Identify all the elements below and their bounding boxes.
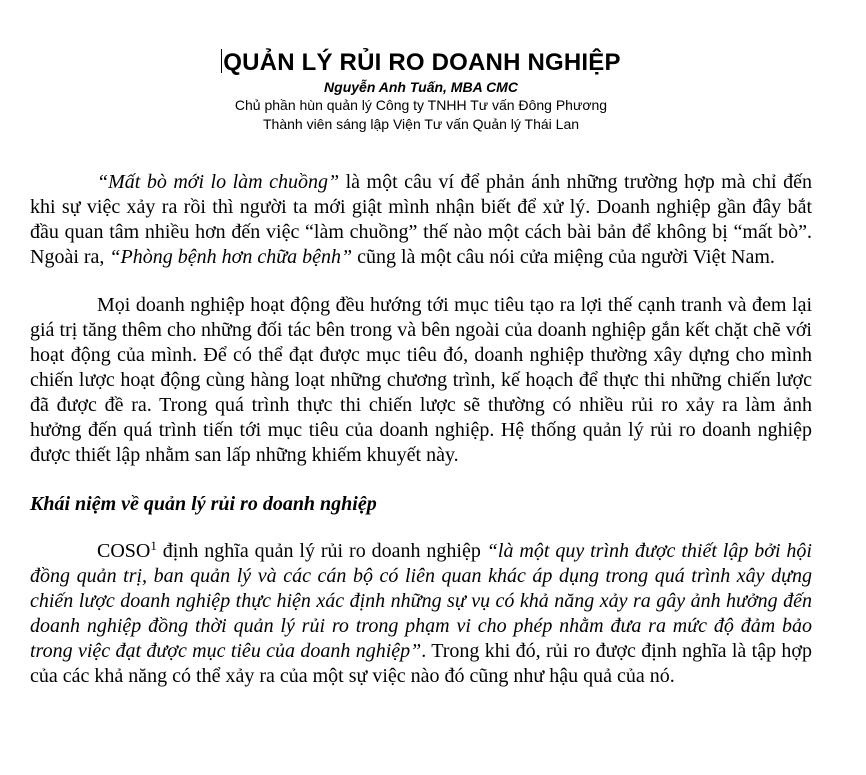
- definition-text-2: . Trong khi đó, rủi ro được định nghĩa là tập hợp của các khả năng có thể xảy ra của một sự việc nào đó cũng như hậu quả của nó.: [30, 640, 812, 687]
- definition-quote: “là một quy trình được thiết lập bởi hội đồng quản trị, ban quản lý và các cán bộ có liên quan khác áp dụng trong quá trình xây dựng chiến lược doanh nghiệp thực hiện xác định những sự vụ có khả năng xảy ra gây ảnh hưởng đến doanh nghiệp đồng thời quản lý rủi ro trong phạm vi cho phép nhằm đưa ra mức độ đảm bảo trong việc đạt được mục tiêu của doanh nghiệp”: [30, 540, 812, 662]
- definition-text-1: định nghĩa quản lý rủi ro doanh nghiệp: [156, 540, 487, 562]
- paragraph-definition: [30, 539, 812, 689]
- document-title: [30, 48, 812, 78]
- section-heading: Khái niệm về quản lý rủi ro doanh nghiệp: [30, 493, 377, 515]
- affiliation-line-2: Thành viên sáng lập Viện Tư vấn Quản lý Thái Lan: [262, 116, 580, 132]
- footnote-reference[interactable]: 1: [150, 538, 157, 553]
- coso-term: COSO: [97, 540, 151, 562]
- intro-text-1: là một câu ví để phản ánh những trường hợp mà chỉ đến khi sự việc xảy ra rồi thì người ta mới giật mình nhận biết để xử lý. Doanh nghiệp gần đây bắt đầu quan tâm nhiều hơn đến việc “làm chuồng” thế nào một cách bài bản để không bị “mất bò”. Ngoài ra,: [30, 171, 812, 268]
- document-page: [30, 40, 812, 689]
- document-title-text: QUẢN LÝ RỦI RO DOANH NGHIỆP: [223, 49, 621, 76]
- author-line: Nguyễn Anh Tuấn, MBA CMC: [324, 79, 518, 95]
- affiliation-line-1: Chủ phần hùn quản lý Công ty TNHH Tư vấn Đông Phương: [234, 97, 608, 113]
- paragraph-intro: [30, 170, 812, 270]
- paragraph-objectives: Mọi doanh nghiệp hoạt động đều hướng tới mục tiêu tạo ra lợi thế cạnh tranh và đem lại giá trị tăng thêm cho những đối tác bên trong và bên ngoài của doanh nghiệp gắn kết chặt chẽ với hoạt động của mình. Để có thể đạt được mục tiêu đó, doanh nghiệp thường xây dựng cho mình chiến lược hoạt động cùng hàng loạt những chương trình, kế hoạch để thực thi những chiến lược đã được đề ra. Trong quá trình thực thi chiến lược sẽ thường có nhiều rủi ro xảy ra làm ảnh hưởng đến quá trình tiến tới mục tiêu của doanh nghiệp. Hệ thống quản lý rủi ro doanh nghiệp được thiết lập nhằm san lấp những khiếm khuyết này.: [30, 294, 812, 466]
- proverb-quote-1: “Mất bò mới lo làm chuồng”: [97, 171, 340, 193]
- intro-text-2: cũng là một câu nói cửa miệng của người Việt Nam.: [352, 246, 775, 268]
- proverb-quote-2: “Phòng bệnh hơn chữa bệnh”: [109, 246, 353, 268]
